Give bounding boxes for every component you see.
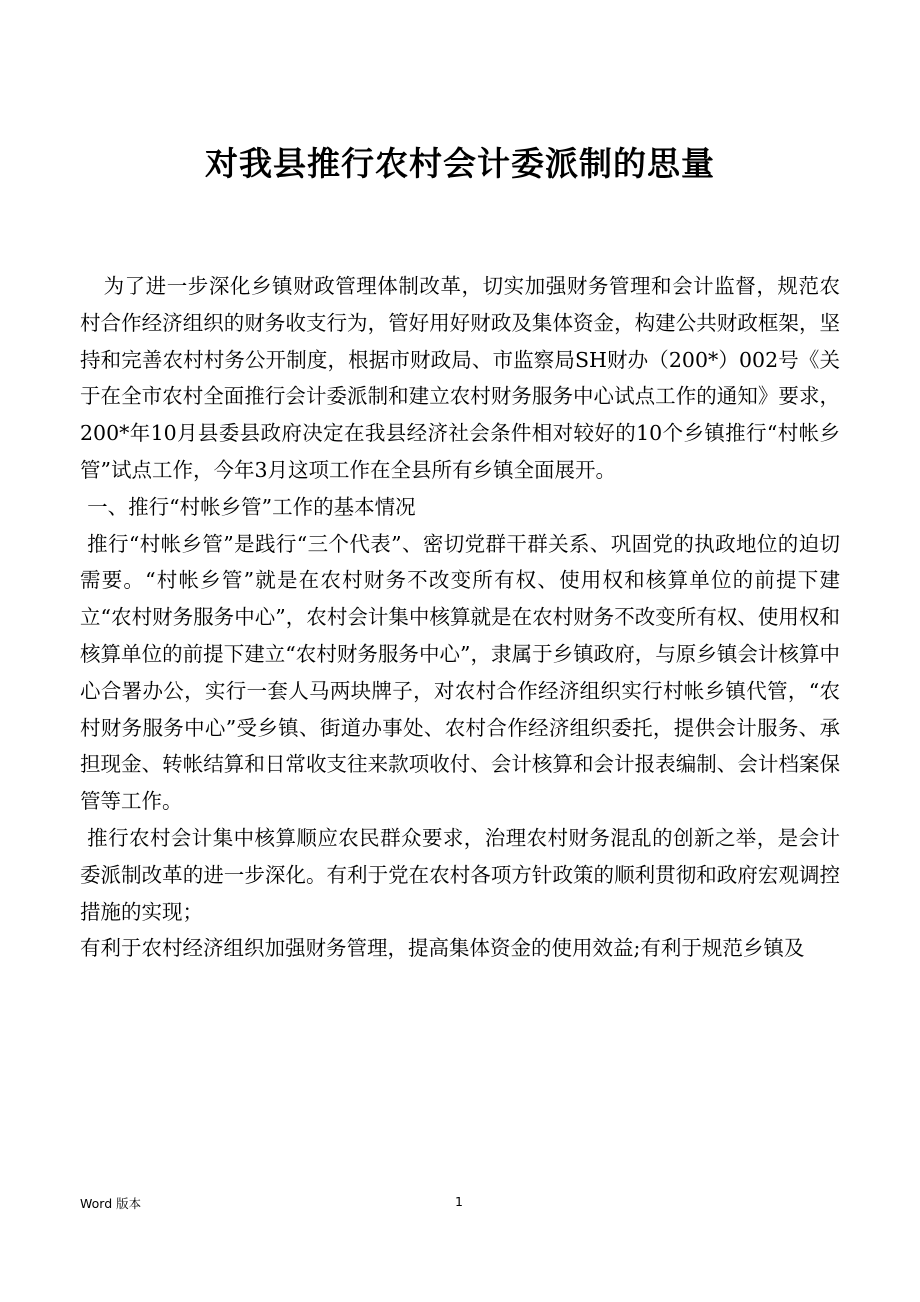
paragraph-intro: 为了进一步深化乡镇财政管理体制改革，切实加强财务管理和会计监督，规范农村合作经济组织的财务收支行为，管好用好财政及集体资金，构建公共财政框架，坚持和完善农村村务公开制度，根据市财政局、市监察局SH财办（200*）002号《关于在全市农村全面推行会计委派制和建立农村财务服务中心试点工作的通知》要求，200*年10月县委县政府决定在我县经济社会条件相对较好的10个乡镇推行“村帐乡管”试点工作，今年3月这项工作在全县所有乡镇全面展开。 xyxy=(80,274,840,482)
paragraph-basic-situation: 推行“村帐乡管”是践行“三个代表”、密切党群干群关系、巩固党的执政地位的迫切需要。“村帐乡管”就是在农村财务不改变所有权、使用权和核算单位的前提下建立“农村财务服务中心”，农村会计集中核算就是在农村财务不改变所有权、使用权和核算单位的前提下建立“农村财务服务中心”，隶属于乡镇政府，与原乡镇会计核算中心合署办公，实行一套人马两块牌子，对农村合作经济组织实行村帐乡镇代管，“农村财务服务中心”受乡镇、街道办事处、农村合作经济组织委托，提供会计服务、承担现金、转帐结算和日常收支往来款项收付、会计核算和会计报表编制、会计档案保管等工作。 xyxy=(80,531,840,814)
paragraph-benefits: 有利于农村经济组织加强财务管理，提高集体资金的使用效益;有利于规范乡镇及 xyxy=(80,936,805,961)
footer-page-number: 1 xyxy=(455,1194,463,1209)
document-body xyxy=(80,268,840,967)
document-title: 对我县推行农村会计委派制的思量 xyxy=(205,144,715,183)
footer-version-label: Word 版本 xyxy=(80,1196,142,1211)
section-heading: 一、推行“村帐乡管”工作的基本情况 xyxy=(87,494,416,519)
paragraph-centralized-accounting: 推行农村会计集中核算顺应农民群众要求，治理农村财务混乱的创新之举，是会计委派制改革的进一步深化。有利于党在农村各项方针政策的顺利贯彻和政府宏观调控措施的实现； xyxy=(80,825,840,924)
